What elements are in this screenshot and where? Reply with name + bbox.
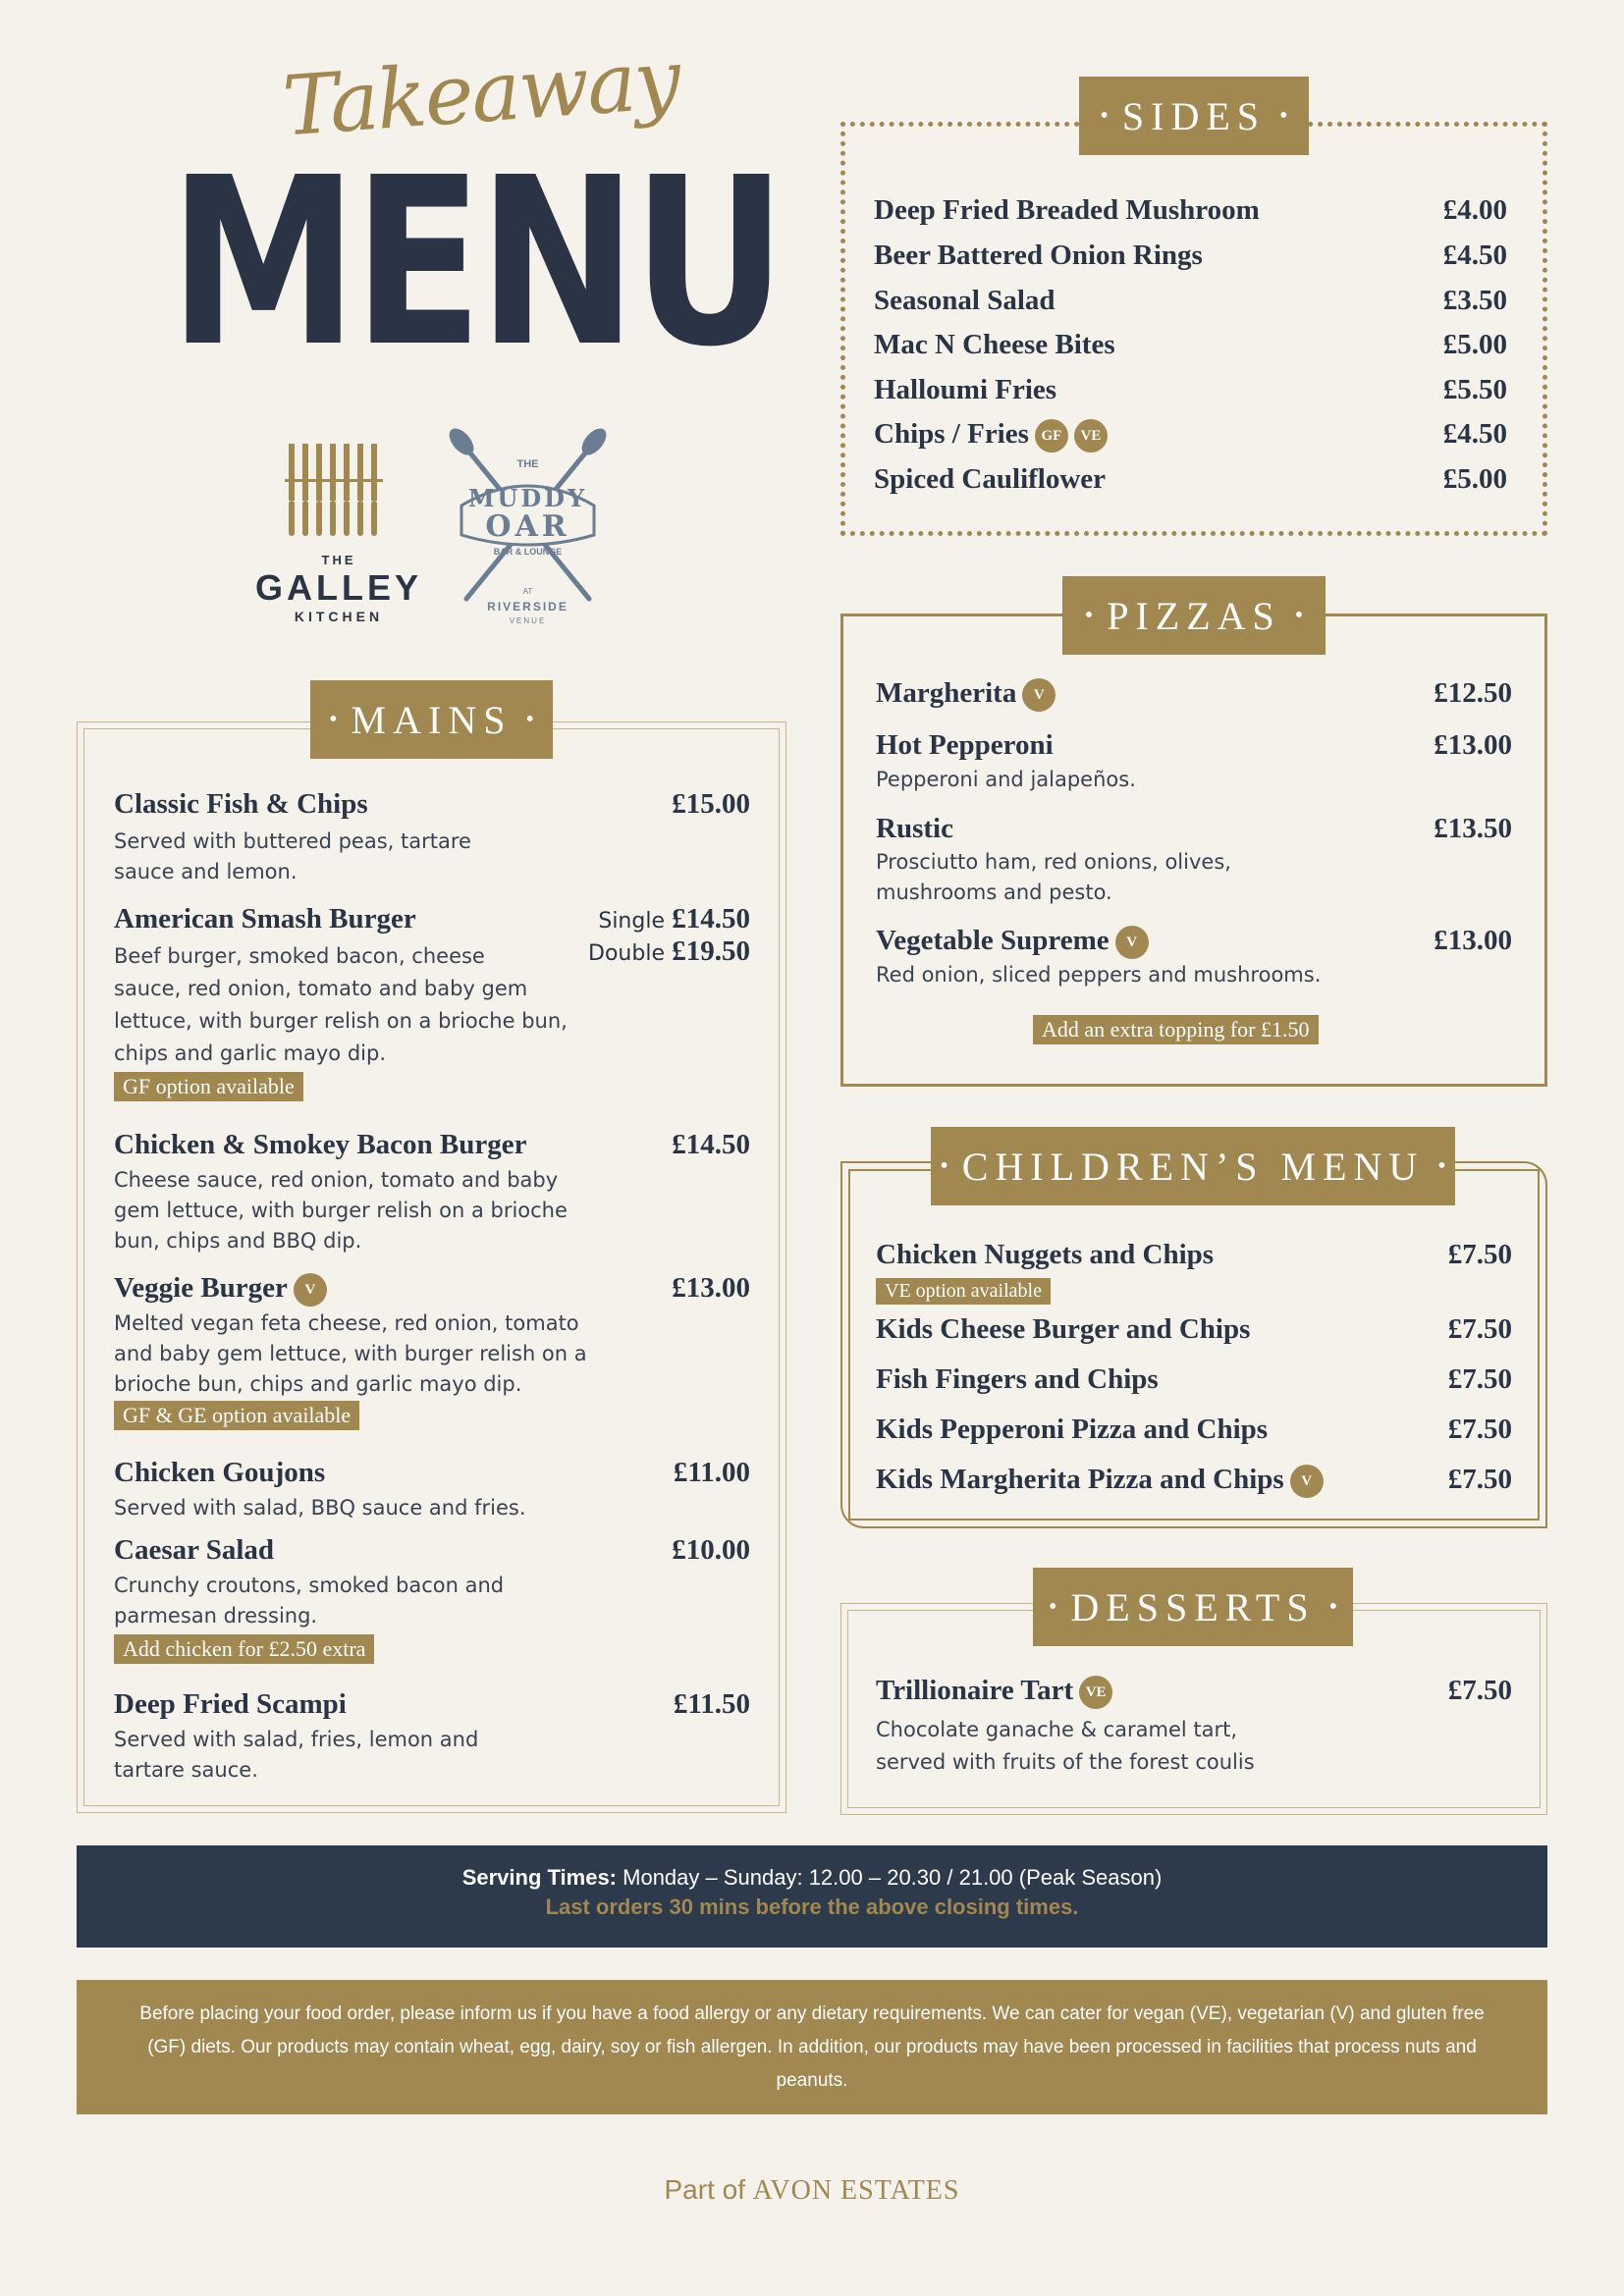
item-name: Chicken Nuggets and Chips bbox=[876, 1239, 1215, 1270]
item-name: Veggie Burger V bbox=[114, 1272, 327, 1307]
muddy-oar-the: THE bbox=[516, 458, 539, 470]
item-description: Pepperoni and jalapeños. bbox=[876, 768, 1136, 791]
menu-item bbox=[114, 1457, 750, 1489]
item-name: Deep Fried Scampi bbox=[114, 1688, 347, 1720]
menu-item bbox=[876, 1464, 1512, 1498]
item-price: £7.50 bbox=[1447, 1239, 1512, 1270]
item-name: Halloumi Fries bbox=[874, 374, 1057, 405]
item-price: £7.50 bbox=[1447, 1414, 1512, 1445]
item-description: Served with buttered peas, tartare sauce and lemon. bbox=[114, 829, 471, 883]
item-description: Beef burger, smoked bacon, cheese sauce, red onion, tomato and baby gem lettuce, with burger relish on a brioche bun, chips and garlic mayo dip. bbox=[114, 944, 568, 1065]
vegan-badge: VE bbox=[1079, 1676, 1112, 1709]
menu-item bbox=[114, 1129, 750, 1161]
item-name: Chicken & Smokey Bacon Burger bbox=[114, 1129, 527, 1160]
item-description: Cheese sauce, red onion, tomato and baby gem lettuce, with burger relish on a brioche bun, chips and BBQ dip. bbox=[114, 1168, 568, 1253]
vegetarian-badge: V bbox=[294, 1273, 327, 1307]
item-name: Hot Pepperoni bbox=[876, 729, 1054, 761]
muddy-oar-oar: OAR bbox=[485, 509, 570, 544]
muddy-oar-at: AT bbox=[522, 587, 533, 596]
menu-item bbox=[114, 1688, 750, 1721]
item-name: Rustic bbox=[876, 813, 953, 844]
item-price: £13.00 bbox=[1434, 729, 1512, 761]
item-name: Margherita V bbox=[876, 677, 1056, 712]
menu-item bbox=[874, 285, 1507, 317]
muddy-oar-venue: VENUE bbox=[509, 616, 547, 625]
galley-the: THE bbox=[321, 553, 356, 567]
item-price: £5.00 bbox=[1442, 463, 1507, 495]
footer-brand-name: AVON ESTATES bbox=[752, 2175, 960, 2206]
menu-item bbox=[876, 1363, 1512, 1396]
item-name: American Smash Burger bbox=[114, 903, 416, 934]
menu-item bbox=[114, 788, 750, 821]
menu-item bbox=[876, 1675, 1512, 1709]
menu-item bbox=[876, 1313, 1512, 1346]
childrens-menu-title: CHILDREN’S MENU bbox=[961, 1144, 1425, 1189]
childrens-menu-heading: • CHILDREN’S MENU • bbox=[931, 1127, 1455, 1205]
dietary-note: Add chicken for £2.50 extra bbox=[114, 1634, 374, 1664]
item-name: Trillionaire Tart VE bbox=[876, 1675, 1112, 1709]
item-price: £5.50 bbox=[1442, 374, 1507, 405]
item-name: Caesar Salad bbox=[114, 1534, 275, 1566]
item-price: £11.50 bbox=[673, 1688, 750, 1720]
menu-item bbox=[874, 329, 1507, 361]
menu-item bbox=[874, 194, 1507, 227]
item-price: £4.00 bbox=[1442, 194, 1507, 226]
item-name: Beer Battered Onion Rings bbox=[874, 240, 1203, 271]
pizzas-title: PIZZAS bbox=[1107, 593, 1281, 638]
item-name: Kids Pepperoni Pizza and Chips bbox=[876, 1414, 1269, 1445]
extra-topping-note: Add an extra topping for £1.50 bbox=[1033, 1015, 1319, 1044]
vegetarian-badge: V bbox=[1022, 678, 1056, 712]
item-name: Kids Cheese Burger and Chips bbox=[876, 1313, 1251, 1345]
menu-title: MENU bbox=[169, 128, 783, 398]
item-name: Classic Fish & Chips bbox=[114, 788, 368, 820]
menu-item bbox=[874, 240, 1507, 272]
item-name: Kids Margherita Pizza and Chips V bbox=[876, 1464, 1324, 1498]
item-description: Red onion, sliced peppers and mushrooms. bbox=[876, 963, 1322, 987]
item-price: £7.50 bbox=[1447, 1675, 1512, 1706]
muddy-oar-muddy: MUDDY bbox=[467, 484, 588, 512]
item-name: Deep Fried Breaded Mushroom bbox=[874, 194, 1260, 226]
allergy-notice: Before placing your food order, please inform us if you have a food allergy or any dietary requirements. We can cater for vegan (VE), vegetarian (V) and gluten free (GF) diets. Our products may contain wheat, egg, dairy, soy or fish allergen. In addition, our products may have been processed in facilities that process nuts and peanuts. bbox=[77, 1980, 1547, 2114]
vegan-badge: VE bbox=[1074, 419, 1108, 453]
item-name: Chicken Goujons bbox=[114, 1457, 326, 1488]
dietary-note: GF option available bbox=[114, 1072, 303, 1101]
vegetarian-badge: V bbox=[1115, 926, 1149, 959]
galley-oars-icon bbox=[285, 442, 393, 540]
item-price: £7.50 bbox=[1447, 1464, 1512, 1495]
galley-kitchen: KITCHEN bbox=[294, 609, 384, 624]
last-orders-line: Last orders 30 mins before the above closing times. bbox=[545, 1895, 1079, 1919]
item-price: £10.00 bbox=[672, 1534, 750, 1566]
item-description: Melted vegan feta cheese, red onion, tomato and baby gem lettuce, with burger relish on a brioche bun, chips and garlic mayo dip. bbox=[114, 1311, 587, 1396]
gluten-free-badge: GF bbox=[1035, 419, 1068, 453]
item-name: Seasonal Salad bbox=[874, 285, 1056, 316]
muddy-oar-bar-lounge: BAR & LOUNGE bbox=[493, 547, 563, 557]
dietary-note: GF & GE option available bbox=[114, 1401, 359, 1430]
item-price-double: Double £19.50 bbox=[588, 935, 750, 967]
menu-item bbox=[876, 925, 1512, 959]
mains-title: MAINS bbox=[351, 697, 513, 742]
item-price: £14.50 bbox=[672, 1129, 750, 1160]
item-price: £3.50 bbox=[1442, 285, 1507, 316]
menu-item bbox=[114, 1534, 750, 1567]
item-name: Spiced Cauliflower bbox=[874, 463, 1107, 495]
item-price: £13.00 bbox=[672, 1272, 750, 1304]
serving-times-line: Serving Times: Monday – Sunday: 12.00 – 20.30 / 21.00 (Peak Season) bbox=[461, 1865, 1163, 1890]
galley-name: GALLEY bbox=[254, 567, 422, 608]
item-description: Chocolate ganache & caramel tart, served with fruits of the forest coulis bbox=[876, 1718, 1255, 1774]
menu-item bbox=[874, 374, 1507, 406]
vegetarian-badge: V bbox=[1290, 1465, 1324, 1498]
menu-item bbox=[114, 1272, 750, 1307]
menu-item bbox=[876, 813, 1512, 845]
menu-item bbox=[876, 677, 1512, 712]
menu-item bbox=[876, 1414, 1512, 1446]
item-price: £13.00 bbox=[1434, 925, 1512, 956]
footer-part-of: Part of bbox=[664, 2174, 745, 2205]
menu-item bbox=[876, 1239, 1512, 1271]
desserts-title: DESSERTS bbox=[1070, 1584, 1316, 1629]
item-description: Prosciutto ham, red onions, olives, mushrooms and pesto. bbox=[876, 850, 1231, 904]
item-price: £12.50 bbox=[1434, 677, 1512, 709]
item-price: £4.50 bbox=[1442, 240, 1507, 271]
footer-brand bbox=[0, 2174, 1624, 2207]
item-price: £4.50 bbox=[1442, 418, 1507, 450]
item-price-single: Single £14.50 bbox=[598, 903, 750, 934]
takeaway-script-title: Takeaway bbox=[279, 30, 682, 155]
menu-item bbox=[114, 903, 750, 935]
sides-title: SIDES bbox=[1121, 93, 1267, 138]
item-description: Crunchy croutons, smoked bacon and parmesan dressing. bbox=[114, 1574, 505, 1628]
menu-item bbox=[874, 418, 1507, 453]
mains-heading: • MAINS • bbox=[310, 680, 553, 759]
item-name: Vegetable Supreme V bbox=[876, 925, 1149, 959]
item-name: Chips / Fries GF VE bbox=[874, 418, 1108, 453]
menu-item bbox=[876, 729, 1512, 762]
item-description: Served with salad, fries, lemon and tartare sauce. bbox=[114, 1728, 479, 1782]
muddy-oar-riverside: RIVERSIDE bbox=[487, 600, 568, 614]
item-description: Served with salad, BBQ sauce and fries. bbox=[114, 1496, 526, 1520]
item-price: £5.00 bbox=[1442, 329, 1507, 360]
menu-item bbox=[874, 463, 1507, 496]
pizzas-heading: • PIZZAS • bbox=[1062, 576, 1326, 655]
serving-times-banner bbox=[77, 1845, 1547, 1948]
sides-heading: • SIDES • bbox=[1079, 77, 1309, 155]
item-price: £7.50 bbox=[1447, 1313, 1512, 1345]
item-price: £15.00 bbox=[672, 788, 750, 820]
item-name: Mac N Cheese Bites bbox=[874, 329, 1115, 360]
muddy-oar-logo bbox=[442, 427, 614, 633]
item-price: £7.50 bbox=[1447, 1363, 1512, 1395]
item-name: Fish Fingers and Chips bbox=[876, 1363, 1159, 1395]
galley-kitchen-logo bbox=[250, 437, 427, 633]
dietary-note: VE option available bbox=[876, 1278, 1051, 1305]
item-price: £11.00 bbox=[673, 1457, 750, 1488]
item-price: £13.50 bbox=[1434, 813, 1512, 844]
desserts-heading: • DESSERTS • bbox=[1033, 1568, 1353, 1646]
